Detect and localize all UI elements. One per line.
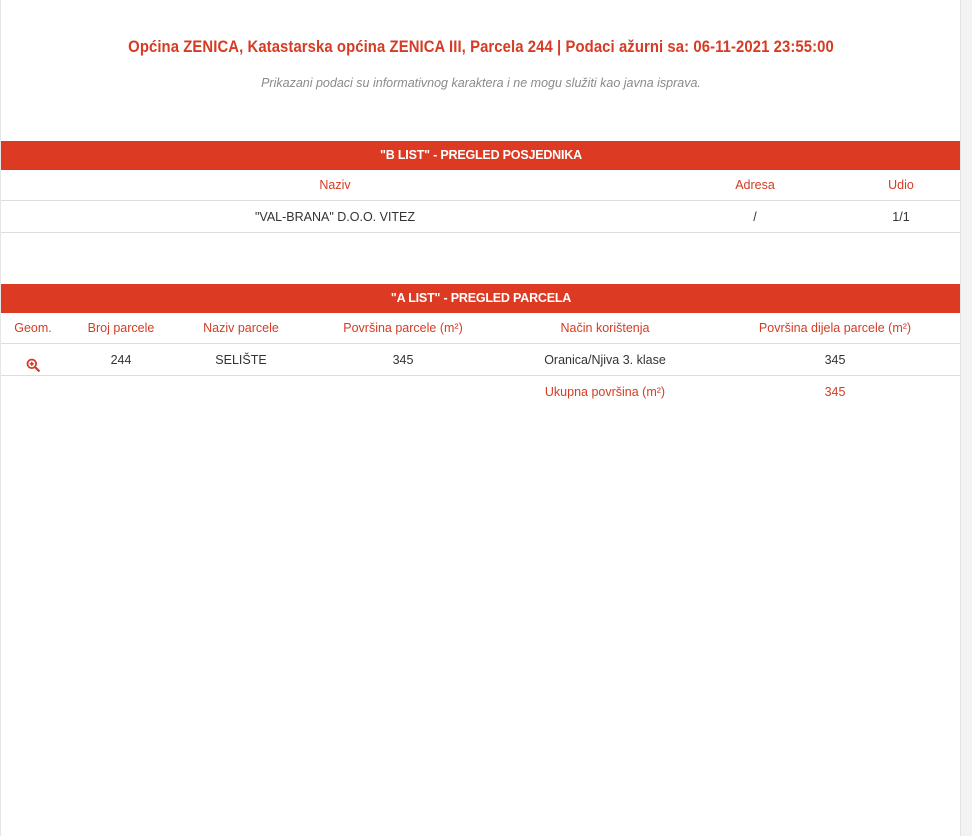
scrollbar[interactable]	[960, 0, 972, 836]
owner-address: /	[753, 210, 757, 224]
b-list-col-naziv: Naziv	[319, 178, 351, 192]
zoom-in-icon[interactable]	[26, 353, 40, 367]
disclaimer-note: Prikazani podaci su informativnog karaktera i ne mogu služiti kao javna isprava.	[261, 76, 701, 90]
total-area-value: 345	[824, 385, 846, 399]
a-list-col-broj: Broj parcele	[87, 321, 155, 335]
parcel-part-area: 345	[824, 353, 846, 367]
table-row	[1, 202, 961, 233]
a-list-col-geom: Geom.	[14, 321, 52, 335]
b-list-col-adresa: Adresa	[735, 178, 775, 192]
owner-name: "VAL-BRANA" D.O.O. VITEZ	[254, 210, 416, 224]
parcel-area: 345	[392, 353, 414, 367]
a-list-col-nacin: Način korištenja	[560, 321, 650, 335]
parcel-name: SELIŠTE	[215, 353, 267, 367]
a-list-col-povrsina-dijela: Površina dijela parcele (m²)	[758, 321, 912, 335]
a-list-col-povrsina: Površina parcele (m²)	[343, 321, 463, 335]
total-row	[1, 377, 961, 408]
b-list-title: "B LIST" - PREGLED POSJEDNIKA	[1, 141, 961, 170]
parcel-usage: Oranica/Njiva 3. klase	[544, 353, 666, 367]
table-row	[1, 345, 961, 376]
parcel-number: 244	[110, 353, 132, 367]
a-list-col-naziv: Naziv parcele	[203, 321, 279, 335]
a-list-header-row	[1, 313, 961, 344]
page-title: Općina ZENICA, Katastarska općina ZENICA III, Parcela 244 | Podaci ažurni sa: 06-11-2021 23:55:00	[128, 38, 834, 56]
owner-share: 1/1	[892, 210, 910, 224]
b-list-header-row	[1, 170, 961, 201]
geom-cell	[1, 345, 65, 376]
b-list-col-udio: Udio	[888, 178, 914, 192]
total-area-label: Ukupna površina (m²)	[544, 385, 666, 399]
a-list-title: "A LIST" - PREGLED PARCELA	[1, 284, 961, 313]
